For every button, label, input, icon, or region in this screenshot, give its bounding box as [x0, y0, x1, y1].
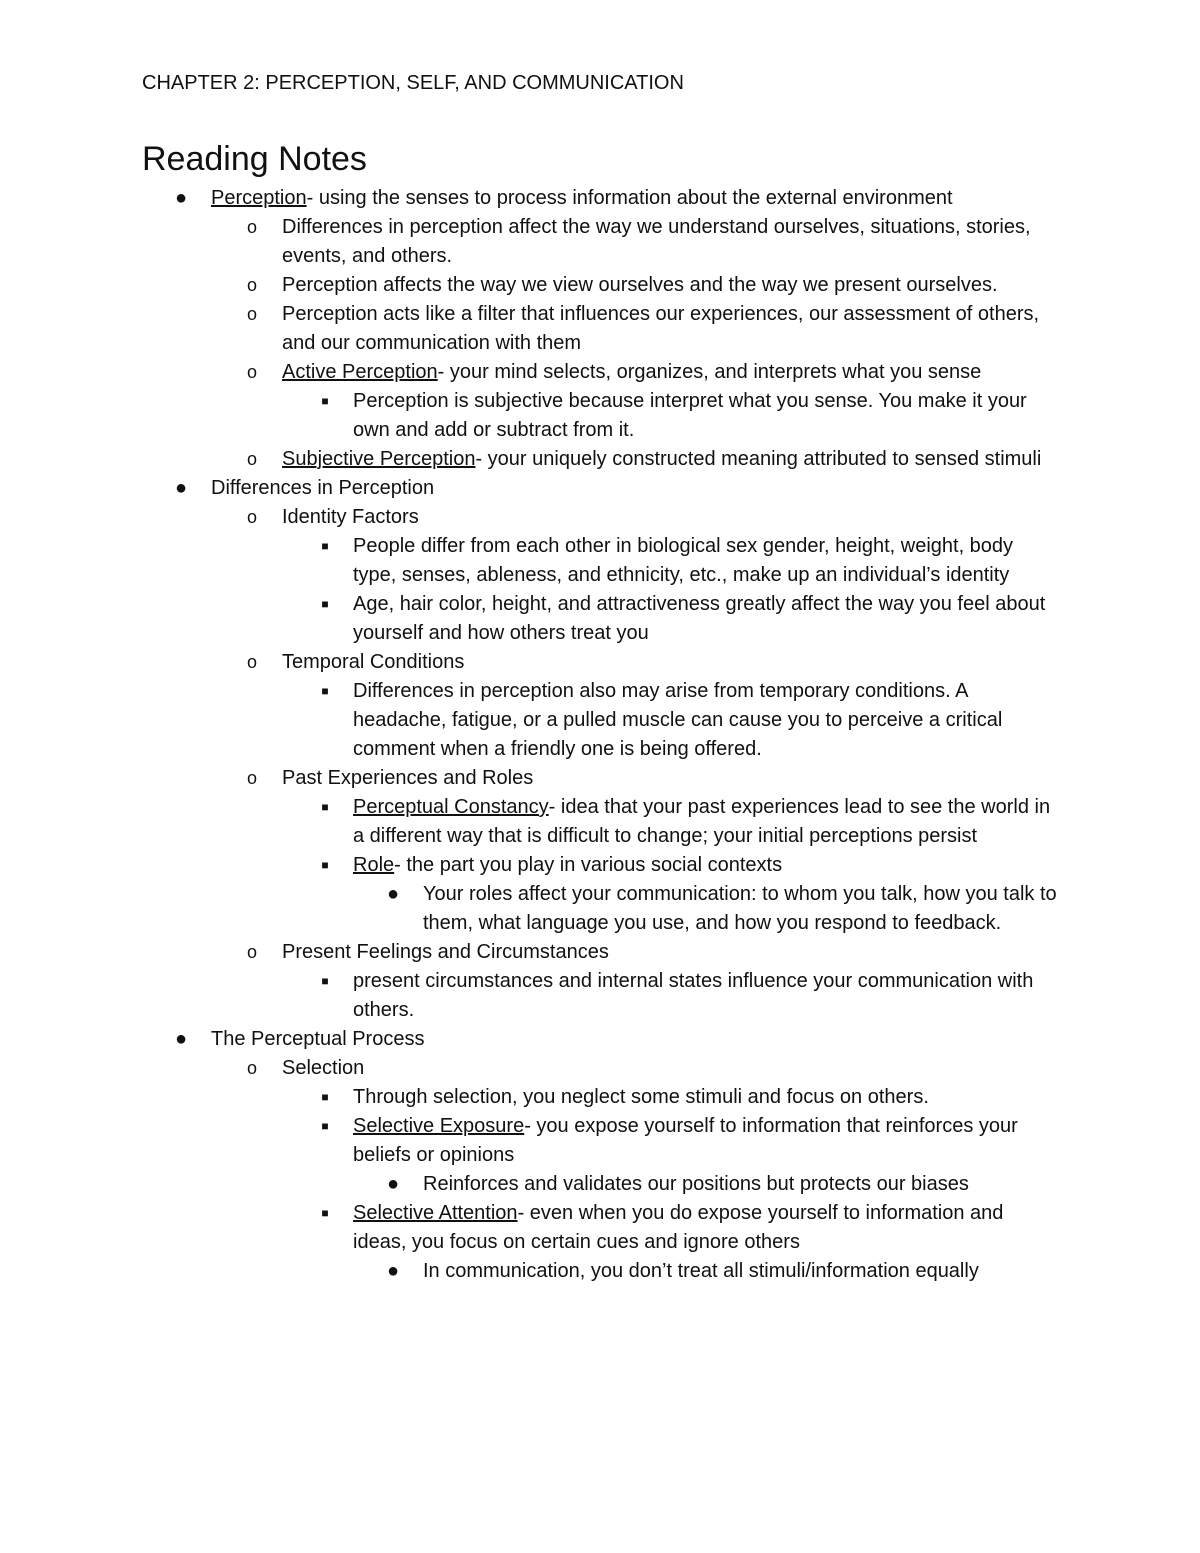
- outline-item-level-3: [321, 677, 1058, 764]
- outline-item-level-3: [321, 1199, 1058, 1257]
- bullet-marker-level-1: ●: [174, 1028, 188, 1050]
- bullet-marker-level-3: ■: [321, 974, 329, 988]
- outline-item-level-2: [246, 503, 1062, 532]
- item-text: - idea that your past experiences lead to see the world in a different way that is difficult to change; your initial perceptions persist: [353, 796, 1051, 847]
- term: Perceptual Constancy: [353, 796, 549, 818]
- outline-item-level-1: [174, 184, 1071, 213]
- item-text: Differences in Perception: [211, 477, 435, 499]
- term: Active Perception: [282, 361, 438, 383]
- term: Selective Exposure: [353, 1115, 525, 1137]
- item-text: Through selection, you neglect some stimuli and focus on others.: [353, 1086, 929, 1108]
- item-text: - using the senses to process information about the external environment: [306, 187, 953, 209]
- bullet-marker-level-2: o: [246, 304, 257, 324]
- bullet-marker-level-3: ■: [321, 858, 329, 872]
- bullet-marker-level-1: ●: [174, 477, 188, 499]
- bullet-marker-level-4: ●: [386, 883, 400, 905]
- outline-item-level-2: [246, 938, 1062, 967]
- item-text: Perception affects the way we view ourselves and the way we present ourselves.: [282, 274, 998, 296]
- page-heading: Reading Notes: [142, 140, 367, 178]
- item-text: People differ from each other in biological sex gender, height, weight, body type, senses, ableness, and ethnicity, etc., make up an individual’s identity: [353, 535, 1014, 586]
- bullet-marker-level-3: ■: [321, 394, 329, 408]
- bullet-marker-level-1: ●: [174, 187, 188, 209]
- outline-item-level-3: [321, 590, 1058, 648]
- item-text: Present Feelings and Circumstances: [282, 941, 609, 963]
- outline-item-level-2: [246, 358, 1062, 387]
- bullet-marker-level-4: ●: [386, 1173, 400, 1195]
- item-text: present circumstances and internal states influence your communication with others.: [353, 970, 1034, 1021]
- outline-item-level-2: [246, 648, 1062, 677]
- outline-item-level-4: [386, 880, 1063, 938]
- item-text: Past Experiences and Roles: [282, 767, 534, 789]
- outline-item-level-3: [321, 532, 1058, 590]
- item-text: The Perceptual Process: [211, 1028, 425, 1050]
- bullet-marker-level-3: ■: [321, 539, 329, 553]
- outline-item-level-3: [321, 1083, 1058, 1112]
- item-text: Perception is subjective because interpret what you sense. You make it your own and add or subtract from it.: [353, 390, 1027, 441]
- item-text: - your uniquely constructed meaning attributed to sensed stimuli: [475, 448, 1042, 470]
- outline-item-level-2: [246, 213, 1062, 271]
- item-text: Selection: [282, 1057, 365, 1079]
- outline-item-level-1: [174, 1025, 1071, 1054]
- bullet-marker-level-3: ■: [321, 1090, 329, 1104]
- term: Subjective Perception: [282, 448, 476, 470]
- bullet-marker-level-2: o: [246, 362, 257, 382]
- term: Role: [353, 854, 395, 876]
- notes-outline: [0, 184, 1200, 1286]
- bullet-marker-level-4: ●: [386, 1260, 400, 1282]
- outline-item-level-2: [246, 445, 1062, 474]
- bullet-marker-level-2: o: [246, 942, 257, 962]
- item-text: Differences in perception also may arise from temporary conditions. A headache, fatigue, or a pulled muscle can cause you to perceive a critical comment when a friendly one is being offered.: [353, 680, 1003, 760]
- bullet-marker-level-3: ■: [321, 1119, 329, 1133]
- bullet-marker-level-3: ■: [321, 684, 329, 698]
- outline-item-level-2: [246, 300, 1062, 358]
- outline-item-level-3: [321, 793, 1058, 851]
- outline-item-level-2: [246, 271, 1062, 300]
- item-text: Perception acts like a filter that influences our experiences, our assessment of others, and our communication with them: [282, 303, 1040, 354]
- term: Perception: [211, 187, 307, 209]
- item-text: - the part you play in various social contexts: [394, 854, 783, 876]
- outline-item-level-4: [386, 1257, 1063, 1286]
- bullet-marker-level-2: o: [246, 652, 257, 672]
- item-text: Differences in perception affect the way we understand ourselves, situations, stories, events, and others.: [282, 216, 1031, 267]
- bullet-marker-level-2: o: [246, 449, 257, 469]
- outline-item-level-3: [321, 851, 1058, 880]
- item-text: Temporal Conditions: [282, 651, 465, 673]
- item-text: - you expose yourself to information that reinforces your beliefs or opinions: [353, 1115, 1018, 1166]
- bullet-marker-level-2: o: [246, 768, 257, 788]
- bullet-marker-level-2: o: [246, 275, 257, 295]
- item-text: Identity Factors: [282, 506, 419, 528]
- chapter-title: CHAPTER 2: PERCEPTION, SELF, AND COMMUNICATION: [142, 72, 684, 94]
- outline-item-level-4: [386, 1170, 1063, 1199]
- outline-item-level-3: [321, 967, 1058, 1025]
- bullet-marker-level-3: ■: [321, 1206, 329, 1220]
- item-text: Age, hair color, height, and attractiveness greatly affect the way you feel about yourself and how others treat you: [353, 593, 1046, 644]
- outline-item-level-3: [321, 387, 1058, 445]
- bullet-marker-level-3: ■: [321, 800, 329, 814]
- item-text: - your mind selects, organizes, and interprets what you sense: [437, 361, 982, 383]
- outline-item-level-2: [246, 1054, 1062, 1083]
- outline-item-level-3: [321, 1112, 1058, 1170]
- bullet-marker-level-2: o: [246, 507, 257, 527]
- term: Selective Attention: [353, 1202, 518, 1224]
- item-text: - even when you do expose yourself to information and ideas, you focus on certain cues and ignore others: [353, 1202, 1004, 1253]
- item-text: Your roles affect your communication: to whom you talk, how you talk to them, what language you use, and how you respond to feedback.: [423, 883, 1057, 934]
- bullet-marker-level-2: o: [246, 1058, 257, 1078]
- item-text: Reinforces and validates our positions but protects our biases: [423, 1173, 969, 1195]
- item-text: In communication, you don’t treat all stimuli/information equally: [423, 1260, 979, 1282]
- bullet-marker-level-3: ■: [321, 597, 329, 611]
- outline-item-level-2: [246, 764, 1062, 793]
- outline-item-level-1: [174, 474, 1071, 503]
- bullet-marker-level-2: o: [246, 217, 257, 237]
